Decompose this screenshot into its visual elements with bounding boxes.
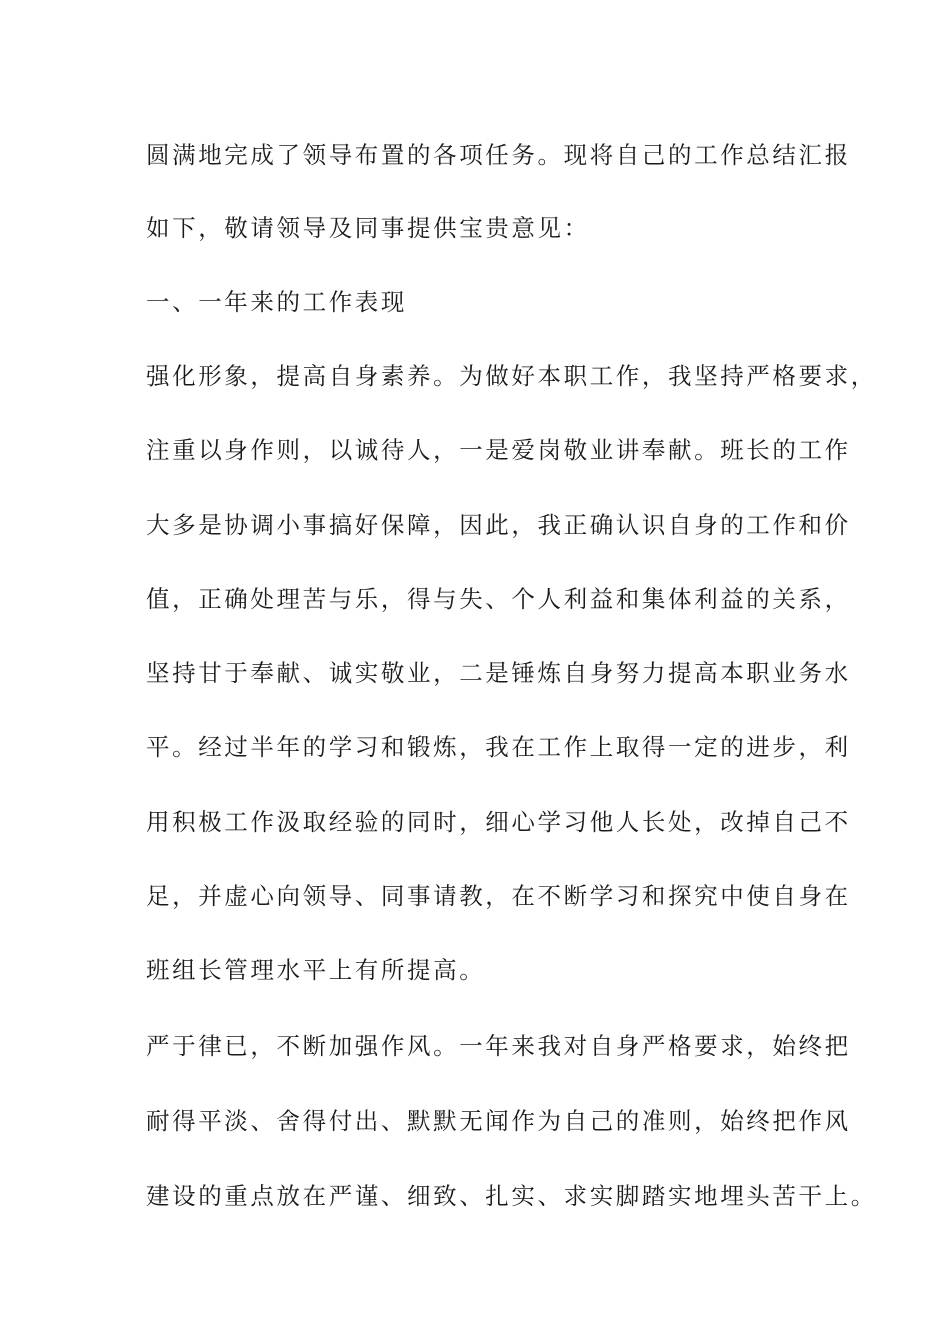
text-line: 班组长管理水平上有所提高。 bbox=[146, 956, 486, 984]
text-line: 圆满地完成了领导布置的各项任务。现将自己的工作总结汇报 bbox=[146, 141, 851, 169]
text-line: 平。经过半年的学习和锻炼，我在工作上取得一定的进步，利 bbox=[146, 733, 851, 761]
text-line: 坚持甘于奉献、诚实敬业，二是锤炼自身努力提高本职业务水 bbox=[146, 659, 851, 687]
text-line: 强化形象，提高自身素养。为做好本职工作，我坚持严格要求， bbox=[146, 362, 877, 390]
text-line: 耐得平淡、舍得付出、默默无闻作为自己的准则，始终把作风 bbox=[146, 1107, 851, 1135]
text-line: 如下，敬请领导及同事提供宝贵意见： bbox=[146, 214, 590, 242]
text-line: 用积极工作汲取经验的同时，细心学习他人长处，改掉自己不 bbox=[146, 808, 851, 836]
text-line: 大多是协调小事搞好保障，因此，我正确认识自身的工作和价 bbox=[146, 511, 851, 539]
text-line: 注重以身作则，以诚待人，一是爱岗敬业讲奉献。班长的工作 bbox=[146, 436, 851, 464]
text-line: 严于律已，不断加强作风。一年来我对自身严格要求，始终把 bbox=[146, 1032, 851, 1060]
section-heading: 一、一年来的工作表现 bbox=[146, 288, 407, 316]
text-line: 建设的重点放在严谨、细致、扎实、求实脚踏实地埋头苦干上。 bbox=[146, 1182, 877, 1210]
text-line: 值，正确处理苦与乐，得与失、个人利益和集体利益的关系， bbox=[146, 585, 851, 613]
text-line: 足，并虚心向领导、同事请教，在不断学习和探究中使自身在 bbox=[146, 882, 851, 910]
